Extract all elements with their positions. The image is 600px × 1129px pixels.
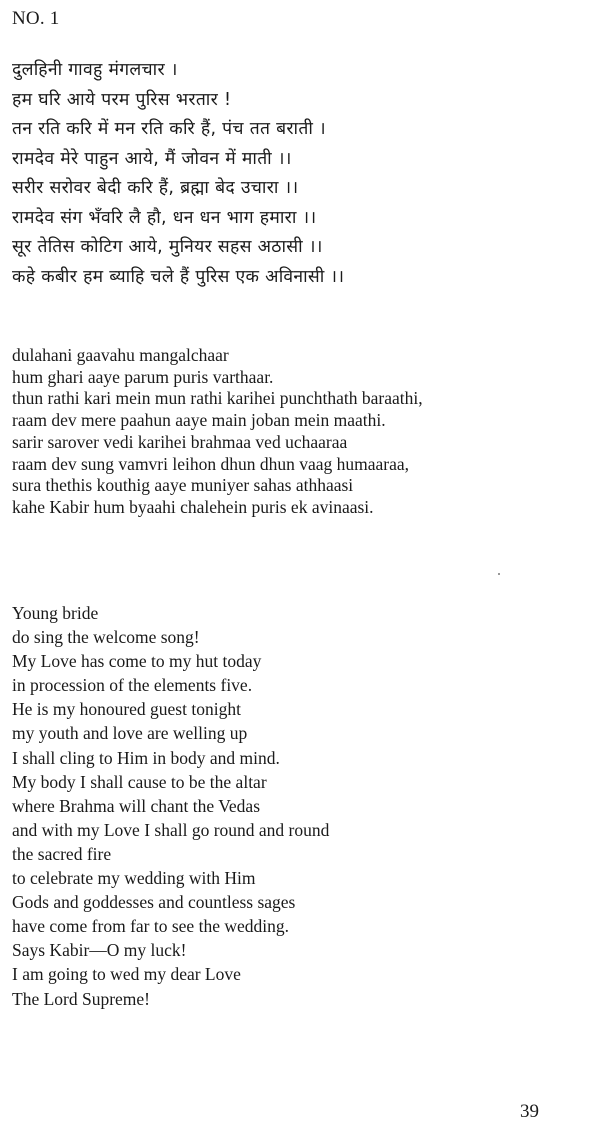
english-line: Says Kabir—O my luck! — [12, 940, 187, 961]
english-line: I shall cling to Him in body and mind. — [12, 747, 280, 768]
english-line: Young bride — [12, 603, 99, 623]
transliteration-line: sura thethis kouthig aaye muniyer sahas athhaasi — [12, 475, 354, 496]
english-line: do sing the welcome song! — [12, 627, 200, 648]
hindi-line: सूर तेतिस कोटिग आये, मुनियर सहस अठासी ।। — [12, 237, 323, 257]
page-number: 39 — [520, 1101, 539, 1122]
hindi-line: तन रति करि में मन रति करि हैं, पंच तत बराती । — [12, 119, 326, 139]
english-line: have come from far to see the wedding. — [12, 916, 289, 937]
transliteration-line: dulahani gaavahu mangalchaar — [12, 345, 229, 365]
english-line: where Brahma will chant the Vedas — [12, 795, 260, 816]
english-translation — [12, 601, 592, 1011]
english-line: to celebrate my wedding with Him — [12, 868, 256, 889]
english-line: Gods and goddesses and countless sages — [12, 892, 296, 913]
hindi-line: रामदेव संग भँवरि लै हौ, धन धन भाग हमारा ।। — [12, 207, 317, 228]
english-line: The Lord Supreme! — [12, 988, 151, 1009]
transliteration-line: sarir sarover vedi karihei brahmaa ved uchaaraa — [12, 431, 348, 452]
english-line: and with my Love I shall go round and round — [12, 819, 330, 840]
transliteration-line: kahe Kabir hum byaahi chalehein puris ek avinaasi. — [12, 496, 374, 517]
hindi-verse — [12, 56, 592, 292]
transliteration-line: hum ghari aaye parum puris varthaar. — [12, 366, 274, 387]
transliteration-line: thun rathi kari mein mun rathi karihei punchthath baraathi, — [12, 388, 423, 409]
hindi-line: कहे कबीर हम ब्याहि चले हैं पुरिस एक अविनासी ।। — [12, 266, 345, 287]
english-line: He is my honoured guest tonight — [12, 699, 241, 720]
hindi-line: रामदेव मेरे पाहुन आये, मैं जोवन में माती ।। — [12, 148, 292, 169]
poem-number-heading: NO. 1 — [12, 8, 60, 29]
english-line: My Love has come to my hut today — [12, 651, 262, 672]
english-line: My body I shall cause to be the altar — [12, 771, 267, 792]
transliteration-verse — [12, 345, 592, 519]
english-line: I am going to wed my dear Love — [12, 964, 241, 985]
hindi-line: हम घरि आये परम पुरिस भरतार ! — [12, 89, 232, 110]
transliteration-line: raam dev sung vamvri leihon dhun dhun vaag humaaraa, — [12, 453, 410, 474]
english-line: the sacred fire — [12, 843, 112, 864]
english-line: my youth and love are welling up — [12, 723, 248, 744]
hindi-line: दुलहिनी गावहु मंगलचार । — [12, 60, 178, 80]
transliteration-line: raam dev mere paahun aaye main joban mein maathi. — [12, 410, 386, 431]
english-line: in procession of the elements five. — [12, 675, 253, 696]
hindi-line: सरीर सरोवर बेदी करि हैं, ब्रह्मा बेद उचारा ।। — [12, 178, 299, 198]
print-speck — [498, 573, 500, 575]
